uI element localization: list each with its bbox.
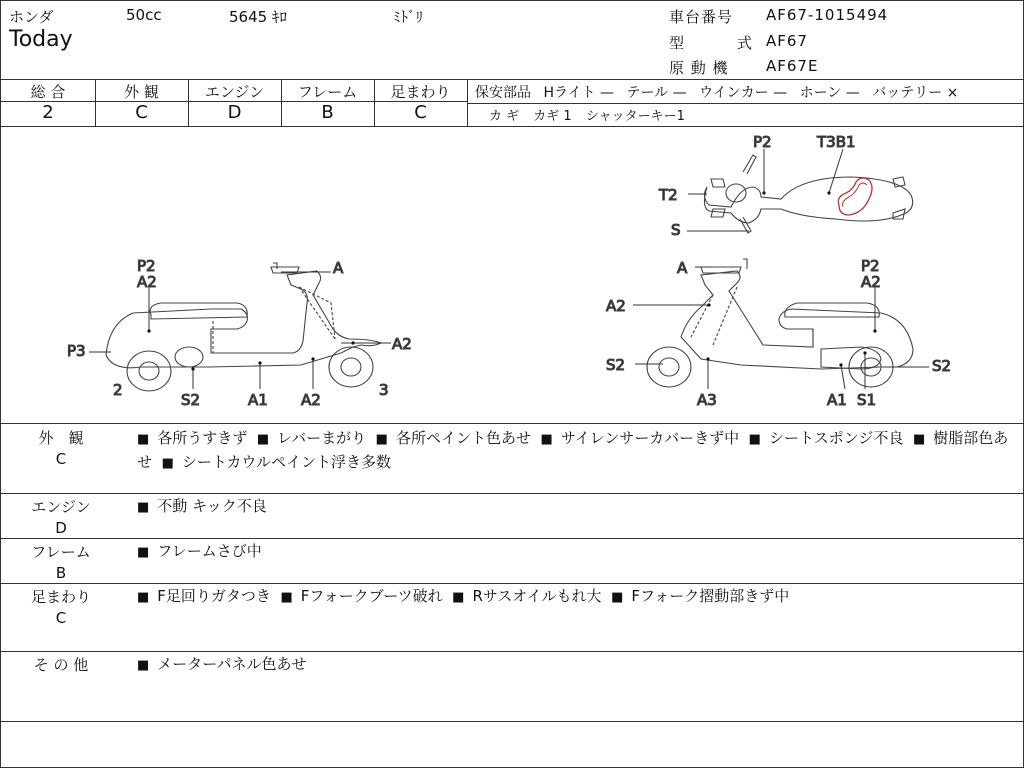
damage-mark	[838, 178, 872, 215]
diagram-label-left: A	[333, 259, 344, 277]
diagram-label-top: T2	[659, 186, 678, 204]
divider	[1, 721, 1024, 722]
grade-frame: B	[321, 102, 334, 123]
diagram-label-left: 3	[379, 381, 389, 399]
note-label-engine: エンジン D	[31, 498, 91, 537]
color: ﾐﾄﾞﾘ	[393, 8, 424, 26]
diagram-label-left: P3	[67, 342, 86, 360]
diagram-label-right: S1	[857, 391, 877, 409]
diagram-label-right: S2	[932, 357, 952, 375]
damage-diagram	[1, 127, 1024, 423]
grade-engine: D	[227, 102, 242, 123]
key-shutter: シャッターキー1	[585, 109, 685, 124]
diagram-label-right: A	[677, 259, 688, 277]
key-main: カギ 1	[533, 109, 572, 124]
type-label-a: 型	[669, 34, 686, 52]
type-value: AF67	[766, 32, 808, 50]
diagram-label-right: S2	[606, 356, 626, 374]
safety-part-horn: ホーン —	[799, 85, 860, 101]
displacement: 50cc	[126, 6, 162, 24]
note-text-suspension: ■ F足回りガタつき ■ Fフォークブーツ破れ ■ Rサスオイルもれ大 ■ Fフォーク摺動部きず中	[137, 587, 790, 605]
keys	[489, 105, 695, 124]
safety-part-tail: テール —	[626, 85, 687, 101]
grade-header-frame: フレーム	[297, 83, 358, 101]
safety-parts	[475, 82, 966, 102]
divider	[1, 538, 1024, 539]
diagram-label-left: A2	[301, 391, 321, 409]
note-text-exterior: ■ 各所うすきず ■ レバーまがり ■ 各所ペイント色あせ ■ サイレンサーカバーきず中 ■ シートスポンジ不良 ■ 樹脂部色あせ ■ シートカウルペイント浮き多数	[137, 429, 1009, 471]
header	[1, 1, 1024, 79]
divider	[467, 103, 1024, 104]
safety-part-winker: ウインカー —	[699, 85, 788, 101]
note-label-suspension: 足まわり C	[30, 588, 91, 627]
divider	[467, 79, 468, 126]
maker: ホンダ	[9, 8, 54, 26]
safety-part-battery: バッテリー ×	[872, 85, 959, 101]
engine-label: 原 動 機	[669, 59, 729, 77]
type-label-b: 式	[737, 34, 753, 52]
diagram-label-left: A2	[137, 273, 157, 291]
engine-value: AF67E	[766, 57, 819, 75]
note-text-engine: ■ 不動 キック不良	[137, 497, 267, 515]
note-label-frame: フレーム B	[31, 543, 91, 582]
diagram-label-right: A3	[697, 391, 717, 409]
diagram-label-left: A1	[248, 391, 268, 409]
diagram-label-left: A2	[392, 335, 412, 353]
divider	[1, 79, 1024, 80]
keys-label: カ ギ	[489, 109, 520, 124]
diagram-label-right: P2	[861, 257, 880, 275]
diagram-label-left: S2	[181, 391, 201, 409]
grade-overall: 2	[42, 102, 54, 123]
divider	[1, 651, 1024, 652]
grade-header-suspension: 足まわり	[390, 83, 451, 101]
note-text-frame: ■ フレームさび中	[137, 542, 262, 560]
diagram-label-left: P2	[137, 257, 156, 275]
divider	[1, 423, 1024, 424]
diagram-label-top: S	[671, 221, 681, 239]
grade-header-overall: 総 合	[30, 83, 66, 101]
diagram-label-left: 2	[113, 381, 123, 399]
divider	[1, 583, 1024, 584]
diagram-label-right: A2	[606, 297, 626, 315]
diagram-label-top: T3B1	[817, 133, 856, 151]
note-text-other: ■ メーターパネル色あせ	[137, 655, 307, 673]
frame-number-label: 車台番号	[669, 8, 734, 26]
grade-header-exterior: 外 観	[124, 83, 159, 101]
grade-header-engine: エンジン	[204, 83, 265, 101]
diagram-label-top: P2	[753, 133, 772, 151]
safety-part-headlight: Hライト —	[543, 85, 615, 101]
frame-number: AF67-1015494	[766, 6, 889, 24]
mileage: 5645 ｷﾛ	[229, 8, 287, 26]
note-label-other: そ の 他	[33, 656, 89, 674]
grade-exterior: C	[135, 102, 148, 123]
diagram-label-right: A2	[861, 273, 881, 291]
diagram-label-right: A1	[827, 391, 847, 409]
top-view-scooter	[704, 155, 912, 233]
safety-parts-label: 保安部品	[475, 85, 531, 101]
model-name: Today	[9, 27, 73, 52]
grade-suspension: C	[414, 102, 427, 123]
divider	[1, 493, 1024, 494]
note-label-exterior: 外 観 C	[38, 429, 84, 468]
